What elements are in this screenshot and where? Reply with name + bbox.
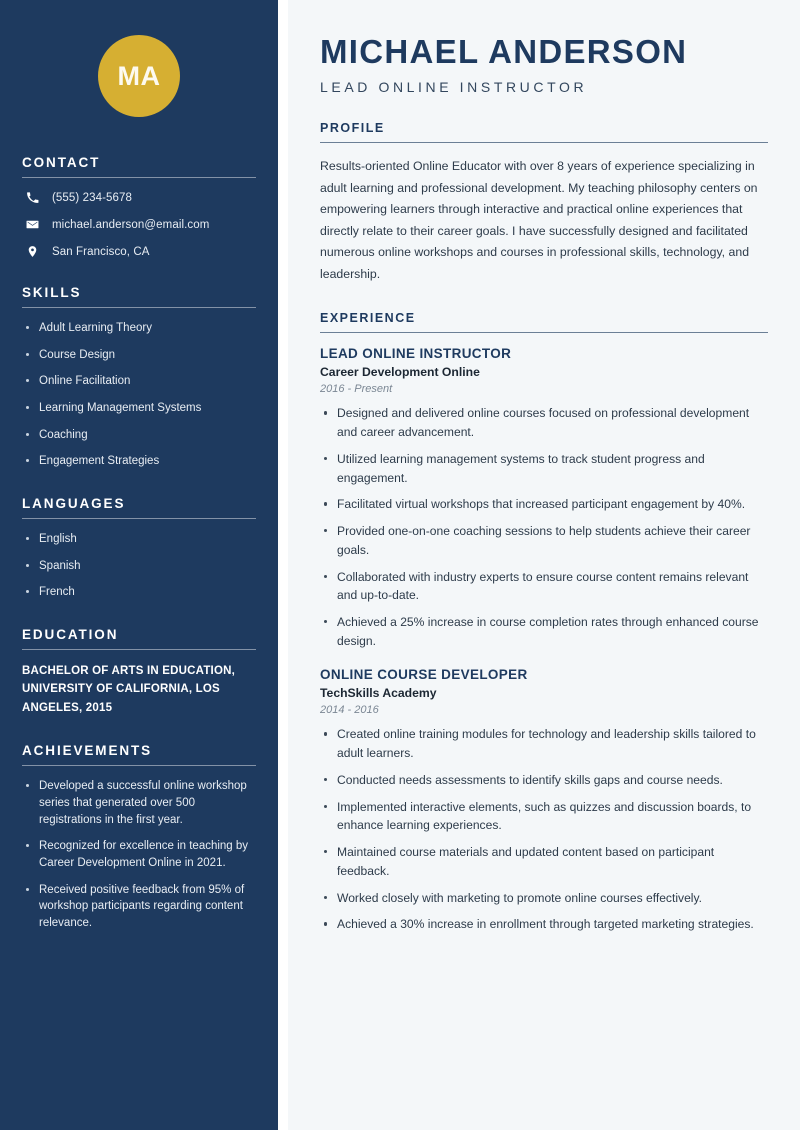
envelope-icon <box>25 217 40 232</box>
profile-text: Results-oriented Online Educator with over 8 years of experience specializing in adult learning and professional development. My teaching philosophy centers on empowering learners through interactive and practical online experiences that directly relate to their career goals. I have successfully designed and facilitated numerous online workshops and courses in professional skills, technology, and leadership. <box>320 159 758 281</box>
achievements-heading: ACHIEVEMENTS <box>22 743 153 759</box>
sidebar-section-education <box>22 627 256 717</box>
sidebar-section-languages <box>22 496 256 601</box>
contact-heading: CONTACT <box>22 155 101 170</box>
list-item: Provided one-on-one coaching sessions to help students achieve their career goals. <box>320 522 768 559</box>
list-item: Coaching <box>22 427 256 444</box>
list-item: Learning Management Systems <box>22 400 256 417</box>
section-experience <box>320 311 768 934</box>
list-item: Online Facilitation <box>22 373 256 390</box>
list-item: Maintained course materials and updated content based on participant feedback. <box>320 843 768 880</box>
list-item: Conducted needs assessments to identify skills gaps and course needs. <box>320 771 768 790</box>
achievements-list <box>22 778 256 931</box>
languages-list <box>22 531 256 601</box>
contact-email-value: michael.anderson@email.com <box>52 218 210 231</box>
education-degree: BACHELOR OF ARTS IN EDUCATION, UNIVERSITY OF CALIFORNIA, LOS ANGELES, 2015 <box>22 665 235 714</box>
contact-row-email <box>22 217 256 232</box>
languages-divider <box>22 518 256 519</box>
main-content <box>288 0 800 1130</box>
skills-heading: SKILLS <box>22 285 82 300</box>
avatar-container <box>22 0 256 155</box>
profile-divider <box>320 142 768 143</box>
experience-divider <box>320 332 768 333</box>
list-item: Developed a successful online workshop series that generated over 500 registrations in the first year. <box>22 778 256 828</box>
panel-gap <box>278 0 288 1130</box>
list-item: Collaborated with industry experts to ensure course content remains relevant and up-to-date. <box>320 568 768 605</box>
phone-icon <box>25 190 40 205</box>
profile-heading: PROFILE <box>320 121 385 136</box>
avatar: MA <box>98 35 180 117</box>
list-item: Designed and delivered online courses focused on professional development and career advancement. <box>320 404 768 441</box>
contact-location-value: San Francisco, CA <box>52 245 150 258</box>
sidebar-section-skills <box>22 285 256 470</box>
sidebar-section-contact <box>22 155 256 259</box>
job-bullet-list <box>320 725 768 934</box>
list-item: English <box>22 531 256 548</box>
list-item: Achieved a 30% increase in enrollment through targeted marketing strategies. <box>320 915 768 934</box>
list-item: Course Design <box>22 347 256 364</box>
skills-list <box>22 320 256 470</box>
experience-entry <box>320 667 768 934</box>
list-item: Implemented interactive elements, such as quizzes and discussion boards, to enhance learning experiences. <box>320 798 768 835</box>
job-dates: 2014 - 2016 <box>320 704 379 717</box>
job-company: Career Development Online <box>320 365 480 380</box>
job-company: TechSkills Academy <box>320 686 437 701</box>
sidebar-section-achievements <box>22 743 256 931</box>
map-pin-icon <box>25 244 40 259</box>
job-bullet-list <box>320 404 768 650</box>
experience-entry <box>320 346 768 650</box>
sidebar <box>0 0 278 1130</box>
job-subtitle: LEAD ONLINE INSTRUCTOR <box>320 79 588 96</box>
education-divider <box>22 649 256 650</box>
list-item: French <box>22 584 256 601</box>
contact-row-location <box>22 244 256 259</box>
list-item: Worked closely with marketing to promote online courses effectively. <box>320 889 768 908</box>
contact-phone-value: (555) 234-5678 <box>52 191 133 204</box>
experience-heading: EXPERIENCE <box>320 311 416 326</box>
list-item: Engagement Strategies <box>22 453 256 470</box>
list-item: Facilitated virtual workshops that increased participant engagement by 40%. <box>320 495 768 514</box>
contact-row-phone <box>22 190 256 205</box>
list-item: Recognized for excellence in teaching by Career Development Online in 2021. <box>22 838 256 871</box>
job-title: LEAD ONLINE INSTRUCTOR <box>320 346 512 362</box>
job-dates: 2016 - Present <box>320 383 393 396</box>
list-item: Created online training modules for technology and leadership skills tailored to adult learners. <box>320 725 768 762</box>
list-item: Achieved a 25% increase in course completion rates through enhanced course design. <box>320 613 768 650</box>
list-item: Spanish <box>22 558 256 575</box>
section-profile <box>320 121 768 285</box>
education-heading: EDUCATION <box>22 627 119 643</box>
list-item: Received positive feedback from 95% of workshop participants regarding content relevance. <box>22 882 256 932</box>
page-title: MICHAEL ANDERSON <box>320 33 688 70</box>
contact-divider <box>22 177 256 178</box>
list-item: Adult Learning Theory <box>22 320 256 337</box>
languages-heading: LANGUAGES <box>22 496 126 512</box>
achievements-divider <box>22 765 256 766</box>
skills-divider <box>22 307 256 308</box>
list-item: Utilized learning management systems to track student progress and engagement. <box>320 450 768 487</box>
job-title: ONLINE COURSE DEVELOPER <box>320 667 528 683</box>
